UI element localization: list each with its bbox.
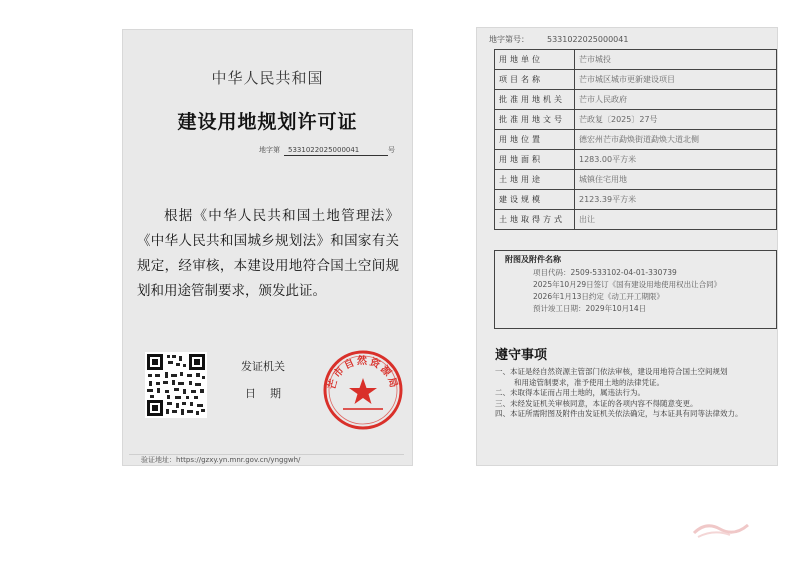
info-row bbox=[495, 170, 777, 190]
qr-code[interactable] bbox=[145, 352, 207, 418]
info-label: 批准用地文号 bbox=[495, 110, 575, 130]
info-value: 2123.39平方米 bbox=[575, 190, 777, 210]
land-info-table bbox=[494, 49, 777, 230]
info-label: 用地位置 bbox=[495, 130, 575, 150]
notes-list bbox=[495, 367, 765, 420]
info-label: 用地单位 bbox=[495, 50, 575, 70]
country-name: 中华人民共和国 bbox=[211, 69, 324, 87]
cert-no-suffix: 号 bbox=[388, 146, 395, 154]
faint-stamp-icon bbox=[690, 515, 752, 541]
detail-cert-no-value: 5331022025000041 bbox=[547, 35, 629, 44]
certificate-body-text: 根据《中华人民共和国土地管理法》《中华人民共和国城乡规划法》和国家有关规定，经审核，本建设用地符合国土空间规划和用途管制要求，颁发此证。 bbox=[137, 208, 399, 299]
info-row bbox=[495, 70, 777, 90]
qr-code-icon bbox=[145, 352, 207, 418]
attachment-line: 2025年10月29日签订《国有建设用地使用权出让合同》 bbox=[533, 280, 722, 289]
info-row bbox=[495, 90, 777, 110]
note-item: 二、未取得本证而占用土地的，属违法行为。 bbox=[495, 388, 645, 397]
info-row bbox=[495, 190, 777, 210]
certificate-title: 建设用地规划许可证 bbox=[177, 111, 358, 133]
info-value: 城镇住宅用地 bbox=[575, 170, 777, 190]
info-label: 用地面积 bbox=[495, 150, 575, 170]
info-value: 芒市人民政府 bbox=[575, 90, 777, 110]
info-row bbox=[495, 110, 777, 130]
official-seal bbox=[321, 348, 405, 432]
cert-no-value: 5331022025000041 bbox=[284, 146, 388, 156]
info-label: 土地取得方式 bbox=[495, 210, 575, 230]
attachment-line: 预计竣工日期：2029年10月14日 bbox=[533, 304, 647, 313]
info-label: 土地用途 bbox=[495, 170, 575, 190]
attachments-title: 附图及附件名称 bbox=[505, 255, 561, 264]
info-value: 芒政复〔2025〕27号 bbox=[575, 110, 777, 130]
certificate-number bbox=[259, 145, 395, 156]
attachment-line: 2026年1月13日约定《动工开工期限》 bbox=[533, 292, 664, 301]
info-value: 出让 bbox=[575, 210, 777, 230]
attachments-box bbox=[494, 250, 777, 329]
info-label: 批准用地机关 bbox=[495, 90, 575, 110]
notes-title: 遵守事项 bbox=[495, 348, 548, 363]
note-item: 和用途管制要求，准予使用土地的法律凭证。 bbox=[514, 377, 664, 387]
certificate-detail-page bbox=[477, 28, 777, 465]
cert-no-label: 地字第 bbox=[259, 146, 280, 154]
info-row bbox=[495, 130, 777, 150]
note-item: 四、本证所需附图及附件由发证机关依法确定，与本证具有同等法律效力。 bbox=[495, 409, 743, 418]
note-item: 一、本证是经自然资源主管部门依法审核，建设用地符合国土空间规划 bbox=[495, 367, 728, 376]
info-row bbox=[495, 50, 777, 70]
seal-text: 芒市自然资源局 bbox=[326, 356, 400, 391]
verification-url[interactable]: 验证地址：https://gzxy.yn.mnr.gov.cn/ynggwh/ bbox=[141, 456, 301, 464]
issue-date-label: 日期 bbox=[245, 387, 295, 400]
info-label: 建设规模 bbox=[495, 190, 575, 210]
note-item: 三、未经发证机关审核同意，本证的各项内容不得随意变更。 bbox=[495, 398, 698, 408]
info-row bbox=[495, 210, 777, 230]
info-label: 项目名称 bbox=[495, 70, 575, 90]
info-row bbox=[495, 150, 777, 170]
official-seal-icon bbox=[321, 348, 405, 432]
issuer-label: 发证机关 bbox=[241, 360, 285, 373]
attachment-line: 项目代码：2509-533102-04-01-330739 bbox=[533, 268, 677, 277]
info-value: 芒市城区城市更新建设项目 bbox=[575, 70, 777, 90]
info-value: 1283.00平方米 bbox=[575, 150, 777, 170]
info-value: 芒市城投 bbox=[575, 50, 777, 70]
faint-stamp-mark bbox=[690, 515, 752, 541]
certificate-front-page bbox=[123, 30, 412, 465]
detail-cert-number bbox=[489, 34, 628, 45]
info-value: 德宏州芒市勐焕街道勐焕大道北侧 bbox=[575, 130, 777, 150]
detail-cert-no-label: 地字第号： bbox=[489, 35, 529, 44]
